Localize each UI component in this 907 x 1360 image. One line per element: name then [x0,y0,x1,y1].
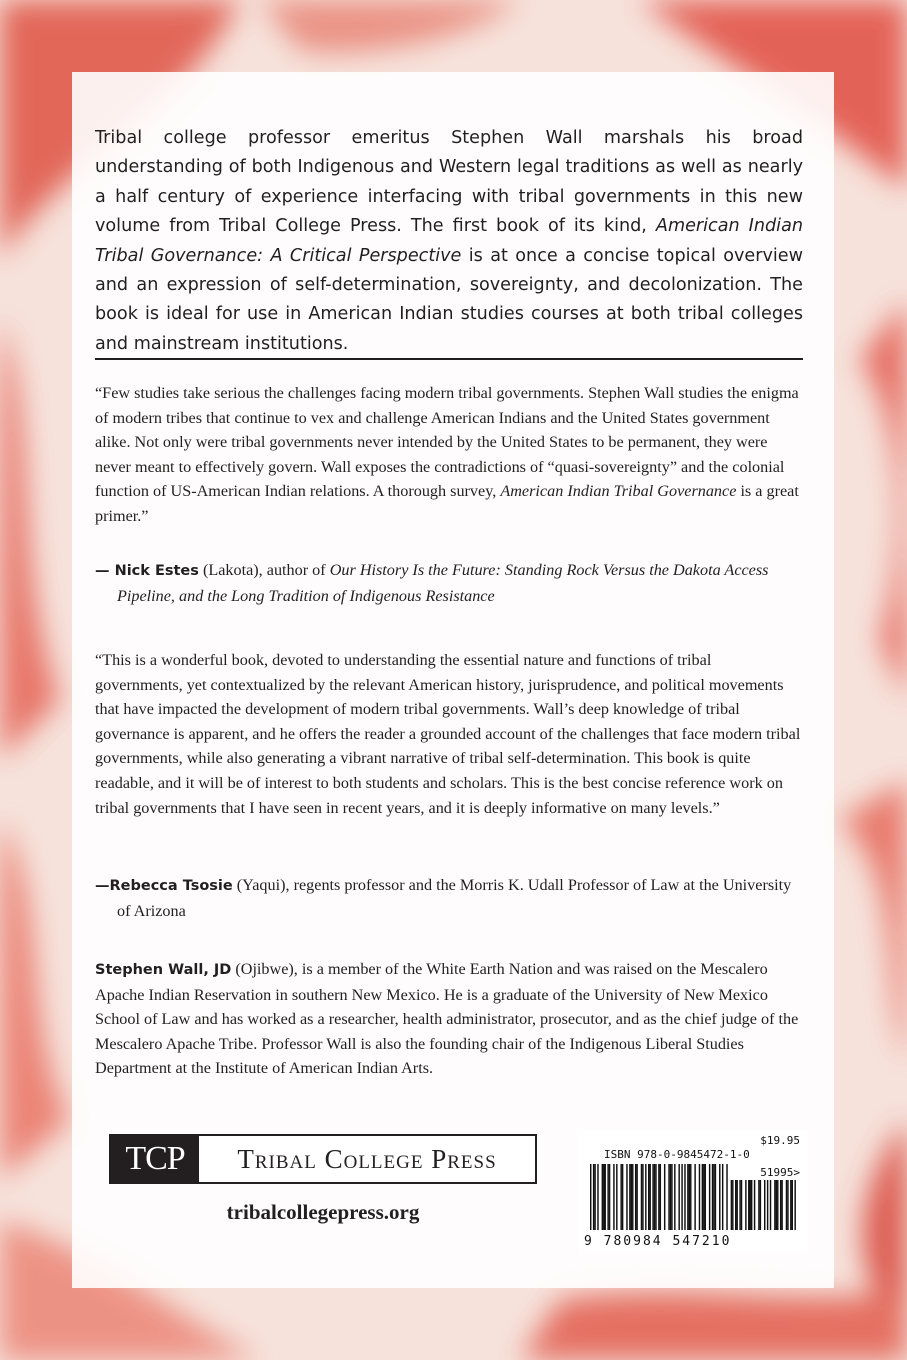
barcode-bar [636,1164,637,1230]
author-bio [95,957,803,1081]
barcode-bar [709,1164,710,1230]
barcode-bar [751,1180,752,1230]
barcode-bar [781,1180,782,1230]
barcode-bar [654,1164,655,1230]
barcode-bar [750,1180,751,1230]
barcode-bar [731,1180,732,1230]
barcode-bar [776,1180,777,1230]
barcode-bar [631,1164,632,1230]
barcode-bar [660,1164,661,1230]
barcode-bar [681,1164,682,1230]
barcode-bar [790,1180,791,1230]
barcode-bar [616,1164,617,1230]
barcode-bar [632,1164,633,1230]
barcode-bar [658,1164,659,1230]
author-name: Stephen Wall, JD [95,962,232,978]
barcode-bar [671,1164,672,1230]
barcode-bar [609,1164,610,1230]
description-book-title: American Indian Tribal Governance: A Critical Perspective [95,216,803,266]
barcode-bar [699,1164,700,1230]
attribution-2-dash: — [95,878,110,894]
barcode-bar [645,1164,646,1230]
barcode-bar [689,1164,690,1230]
barcode-bar [792,1180,793,1230]
barcode-bar [764,1180,765,1230]
endorsement-quote-2: “This is a wonderful book, devoted to understanding the essential nature and functions of tribal governments, yet contextualized by the relevant American history, jurisprudence, and political movements that have impacted the development of modern tribal governments. Wall’s deep knowledge of tribal governance is apparent, and he offers the reader a grounded account of the challenges that face modern tribal governments, while also generating a vibrant narrative of tribal self-determination. This book is quite readable, and it will be of interest to both students and scholars. This is the best concise reference work on tribal governments that I have seen in recent years, and it is deeply informative on many levels.” [95,651,801,817]
barcode-bar [713,1164,714,1230]
attribution-1-dash: — [95,563,115,579]
barcode-bar [760,1180,761,1230]
barcode-bar [607,1164,608,1230]
barcode-bar [605,1164,606,1230]
barcode-bar [712,1164,713,1230]
barcode-bar [741,1180,742,1230]
barcode-bar [722,1164,723,1230]
barcode-bar [684,1164,685,1230]
barcode-bar [767,1180,768,1230]
barcode-bar [715,1164,716,1230]
barcode-bar [774,1180,775,1230]
quote-1-end: is a great primer.” [95,482,799,525]
barcode-bar [748,1180,749,1230]
barcode-bar [649,1164,650,1230]
barcode-bar [664,1164,665,1230]
barcode-bar [745,1180,746,1230]
barcode-bar [674,1164,675,1230]
barcode-bar [794,1180,795,1230]
attribution-1-affiliation: (Lakota), author of [198,561,330,579]
barcode-bar [629,1164,630,1230]
barcode-bar [648,1164,649,1230]
barcode-bar [678,1164,679,1230]
barcode-bar [590,1164,591,1230]
attribution-2-name: Rebecca Tsosie [109,878,233,894]
barcode-bar [687,1164,688,1230]
barcode-bar [703,1164,704,1230]
ean-number: 9 780984 547210 [584,1234,732,1249]
isbn-barcode [578,1130,808,1252]
barcode-bar [603,1164,604,1230]
author-bio-text: (Ojibwe), is a member of the White Earth Nation and was raised on the Mescalero Apache Indian Reservation in southern New Mexico. He is a graduate of the University of New Mexico School of Law and has worked as a researcher, health administrator, prosecutor, and as the chief judge of the Mescalero Apache Tribe. Professor Wall is also the founding chair of the Indigenous Liberal Studies Department at the Institute of American Indian Arts. [95,960,799,1078]
isbn-label: ISBN 978-0-9845472-1-0 [604,1148,750,1161]
barcode-bar [726,1164,727,1230]
barcode-bar [622,1164,623,1230]
publisher-url[interactable]: tribalcollegepress.org [226,1200,420,1224]
barcode-bar [655,1164,656,1230]
divider-rule [95,358,803,360]
barcode-bar [694,1164,695,1230]
barcode-bar [602,1164,603,1230]
barcode-bar [777,1180,778,1230]
barcode-bar [705,1164,706,1230]
quote-1-book-title: American Indian Tribal Governance [500,482,737,501]
barcode-bar [690,1164,691,1230]
barcode-bar [593,1164,594,1230]
barcode-bar [597,1164,598,1230]
attribution-1-book: Our History Is the Future: Standing Rock Versus the Dakota Access Pipeline, and the Long Tradition of Indigenous Resistance [117,561,769,605]
barcode-bar [732,1180,733,1230]
price-addon-label: 51995> [760,1166,800,1179]
publisher-name: Tribal College Press [237,1143,497,1174]
barcode-bar [719,1164,720,1230]
barcode-bar [641,1164,642,1230]
description-text-end: is at once a concise topical overview and an expression of self-determination, sovereignty, and decolonization. The book is ideal for use in American Indian studies courses at both tribal colleges and mainstream institutions. [95,245,803,354]
barcode-bar [668,1164,669,1230]
endorsement-attribution-1 [95,558,803,608]
barcode-bar [642,1164,643,1230]
description-text: Tribal college professor emeritus Stephen Wall marshals his broad understanding of both Indigenous and Western legal traditions as well as nearly a half century of experience interfacing with tribal governments in this new volume from Tribal College Press. The first book of its kind, [95,128,803,237]
barcode-bar [758,1180,759,1230]
barcode-bar [670,1164,671,1230]
barcode-bar [786,1180,787,1230]
barcode-bar [739,1180,740,1230]
price-label: $19.95 [760,1134,800,1147]
barcode-bar [620,1164,621,1230]
barcode-bar [770,1180,771,1230]
barcode-bar [736,1180,737,1230]
barcode-bar [702,1164,703,1230]
attribution-2-affiliation: (Yaqui), regents professor and the Morris K. Udall Professor of Law at the University of Arizona [117,876,792,920]
barcode-bar [754,1180,755,1230]
publisher-logo-mark: TCP [111,1136,199,1182]
barcode-bar [594,1164,595,1230]
publisher-logo [109,1134,537,1184]
book-description [95,124,803,359]
barcode-bar [787,1180,788,1230]
barcode-bar [613,1164,614,1230]
quote-1-text: “Few studies take serious the challenges facing modern tribal governments. Stephen Wall studies the enigma of modern tribes that continue to vex and challenge American Indians and the United States government alike. Not only were tribal governments never intended by the United States to be permanent, they were never meant to effectively govern. Wall exposes the contradictions of “quasi-sovereignty” and the colonial function of US-American Indian relations. A thorough survey, [95,384,799,501]
barcode-bar [652,1164,653,1230]
barcode-bar [735,1180,736,1230]
endorsement-quote-1 [95,381,803,529]
endorsement-attribution-2 [95,873,803,923]
barcode-bar [626,1164,627,1230]
barcode-bar [780,1180,781,1230]
attribution-1-name: Nick Estes [114,563,199,579]
barcode-bar [635,1164,636,1230]
